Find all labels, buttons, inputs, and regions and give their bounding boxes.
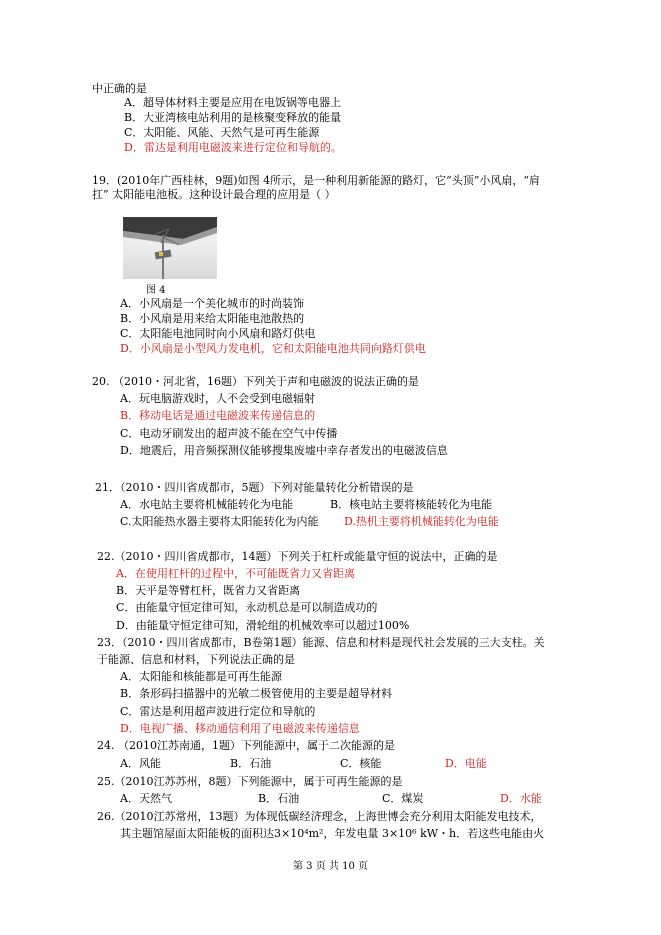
q23-option-b: B．条形码扫描器中的光敏二极管使用的主要是超导材料 xyxy=(120,687,393,700)
q20-option-a: A．玩电脑游戏时，人不会受到电磁辐射 xyxy=(120,392,315,405)
q25-option-c: C．煤炭 xyxy=(382,792,424,805)
q23-option-d: D．电视广播、移动通信利用了电磁波来传递信息 xyxy=(120,722,360,735)
q25-option-a: A．天然气 xyxy=(120,792,172,805)
q23-stem-line2: 于能源、信息和材料，下列说法正确的是 xyxy=(97,653,295,666)
q21-option-d: D.热机主要将机械能转化为电能 xyxy=(344,515,499,528)
q23-stem-line1: 23．（2010・四川省成都市，B卷第1题）能源、信息和材料是现代社会发展的三大支柱。关 xyxy=(97,636,545,649)
q23-option-a: A．太阳能和核能都是可再生能源 xyxy=(120,670,282,683)
q22-option-b: B．天平是等臂杠杆，既省力又省距离 xyxy=(116,584,301,597)
q24-option-d: D．电能 xyxy=(445,757,487,770)
q24-option-a: A．风能 xyxy=(120,757,161,770)
q25-option-d: D．水能 xyxy=(500,792,542,805)
q19-option-d: D．小风扇是小型风力发电机，它和太阳能电池共同向路灯供电 xyxy=(120,342,426,355)
q-cont-option-b: B．大亚湾核电站利用的是核聚变释放的能量 xyxy=(124,111,342,124)
page-footer: 第 3 页 共 10 页 xyxy=(293,861,368,872)
q24-option-c: C．核能 xyxy=(340,757,382,770)
q21-option-a: A．水电站主要将机械能转化为电能 xyxy=(120,498,293,511)
q26-stem-line1: 26.（2010江苏常州，13题）为体现低碳经济理念，上海世博会充分利用太阳能发电技术， xyxy=(97,810,542,823)
question-stem-continued: 中正确的是 xyxy=(92,82,147,95)
q19-option-a: A．小风扇是一个美化城市的时尚装饰 xyxy=(120,297,304,310)
q-cont-option-c: C．太阳能、风能、天然气是可再生能源 xyxy=(124,126,320,139)
q24-stem: 24. （2010江苏南通，1题）下列能源中，属于二次能源的是 xyxy=(97,739,395,752)
q20-option-d: D．地震后，用音频探测仪能够搜集废墟中幸存者发出的电磁波信息 xyxy=(120,444,448,457)
q26-stem-line2: 其主题馆屋面太阳能板的面积达3×10⁴m²，年发电量 3×10⁶ kW・h．若这些电能由火 xyxy=(120,827,545,840)
figure-caption: 图 4 xyxy=(146,285,166,296)
street-light-figure xyxy=(123,217,217,279)
q22-stem: 22.（2010・四川省成都市，14题）下列关于杠杆或能量守恒的说法中，正确的是 xyxy=(97,550,498,563)
q25-option-b: B．石油 xyxy=(258,792,300,805)
q-cont-option-a: A．超导体材料主要是应用在电饭锅等电器上 xyxy=(124,96,341,109)
q21-option-b: B．核电站主要将核能转化为电能 xyxy=(330,498,493,511)
q22-option-c: C．由能量守恒定律可知，永动机总是可以制造成功的 xyxy=(116,601,378,614)
q22-option-a: A．在使用杠杆的过程中，不可能既省力又省距离 xyxy=(116,567,355,580)
q20-option-c: C．电动牙刷发出的超声波不能在空气中传播 xyxy=(120,427,338,440)
q22-option-d: D．由能量守恒定律可知，滑轮组的机械效率可以超过100% xyxy=(116,619,410,632)
q19-stem-line2: 扛” 太阳能电池板。这种设计最合理的应用是（ ） xyxy=(92,188,336,201)
q25-stem: 25.（2010江苏苏州，8题）下列能源中，属于可再生能源的是 xyxy=(97,775,403,788)
q19-option-b: B．小风扇是用来给太阳能电池散热的 xyxy=(120,312,305,325)
q21-option-c: C.太阳能热水器主要将太阳能转化为内能 xyxy=(120,515,319,528)
q23-option-c: C．雷达是利用超声波进行定位和导航的 xyxy=(120,705,316,718)
q19-stem-line1: 19．(2010年广西桂林，9题)如图 4所示，是一种利用新能源的路灯，它“头顶”小风扇，“肩 xyxy=(92,174,540,187)
street-light-photo xyxy=(123,217,217,279)
q21-stem: 21．（2010・四川省成都市，5题）下列对能量转化分析错误的是 xyxy=(95,481,414,494)
q-cont-option-d: D．雷达是利用电磁波来进行定位和导航的。 xyxy=(124,141,342,154)
q20-option-b: B．移动电话是通过电磁波来传递信息的 xyxy=(120,409,316,422)
q19-option-c: C．太阳能电池同时向小风扇和路灯供电 xyxy=(120,327,316,340)
q20-stem: 20. （2010・河北省，16题）下列关于声和电磁波的说法正确的是 xyxy=(92,375,419,388)
q24-option-b: B．石油 xyxy=(230,757,272,770)
